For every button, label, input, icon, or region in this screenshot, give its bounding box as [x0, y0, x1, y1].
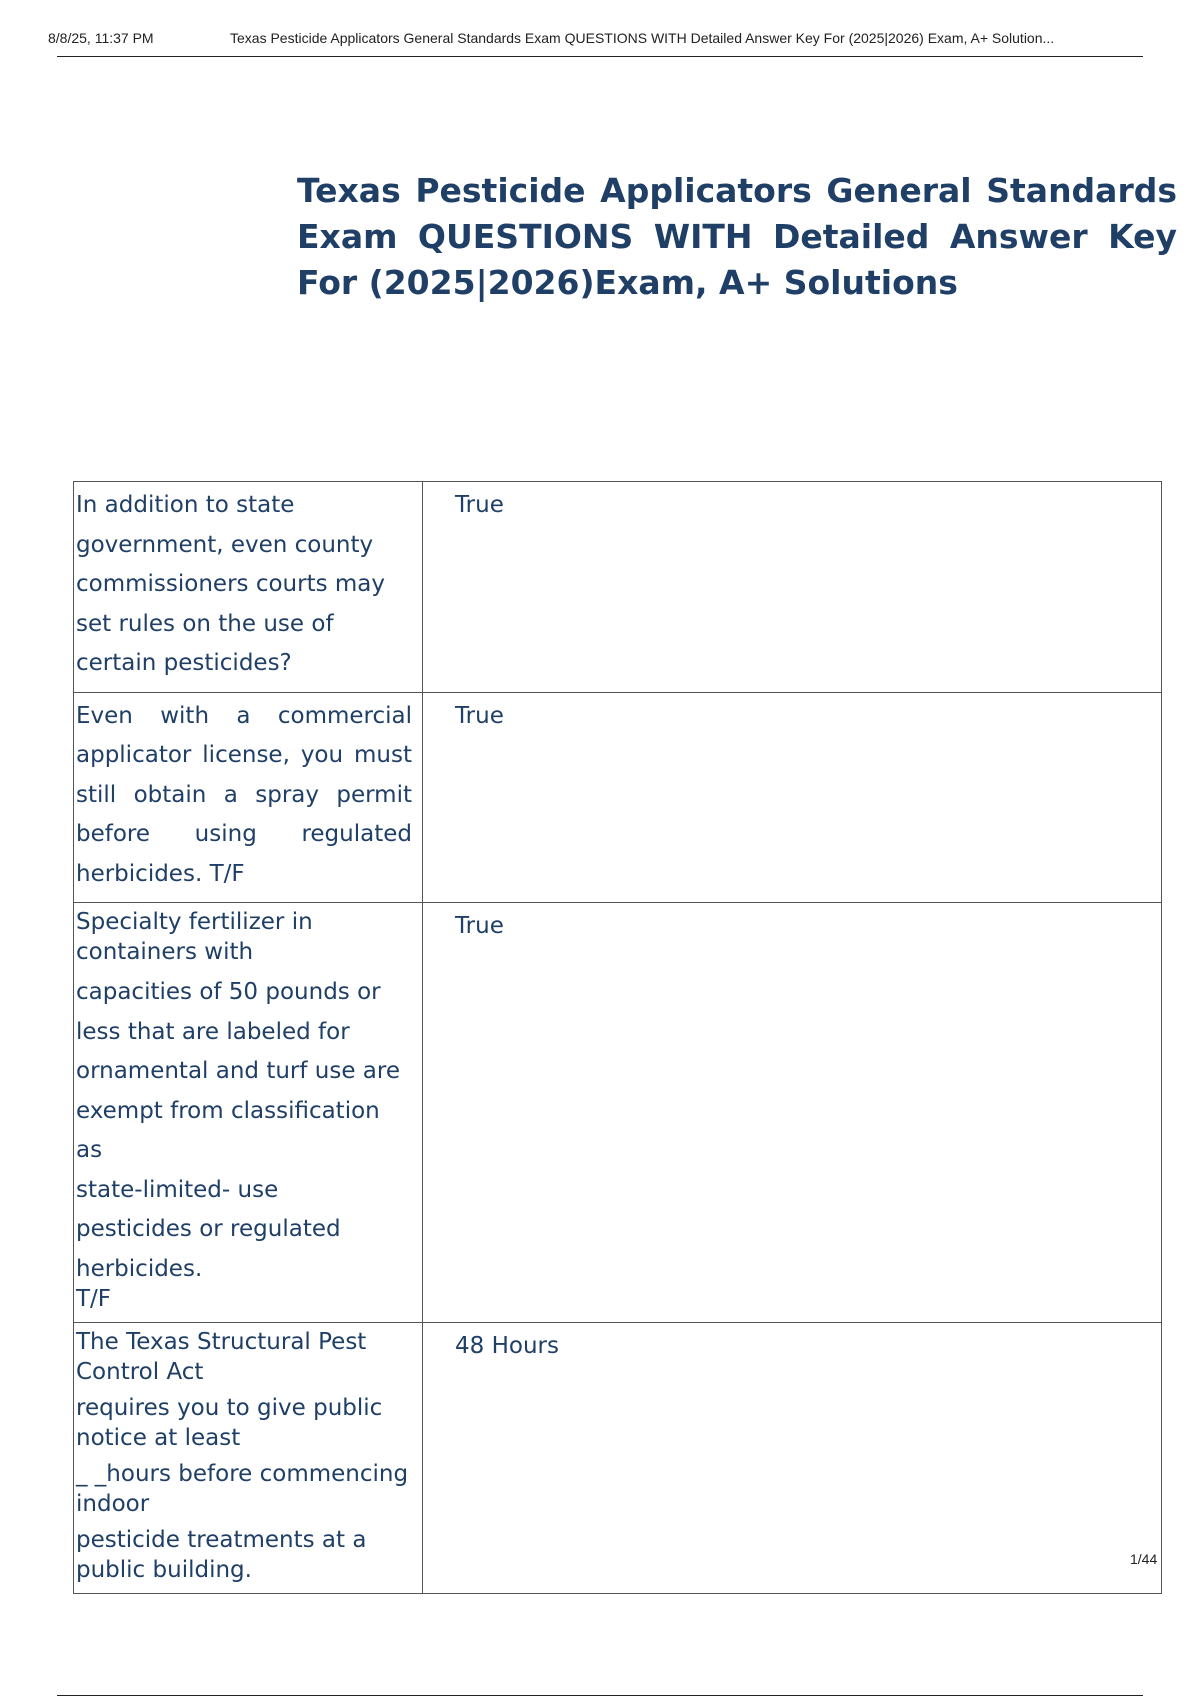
footer-rule — [57, 1695, 1143, 1696]
table-row — [74, 482, 1162, 693]
question-line: requires you to give public — [76, 1394, 383, 1421]
question-line: pesticides or regulated — [76, 1216, 341, 1242]
question-line: notice at least — [76, 1424, 241, 1451]
answer-cell: True — [423, 903, 1162, 1323]
question-line: ornamental and turf use are — [76, 1058, 400, 1084]
question-line: public building. — [76, 1556, 252, 1583]
document-title: Texas Pesticide Applicators General Standards Exam QUESTIONS WITH Detailed Answer Key For (2025|2026)Exam, A+ Solutions — [297, 171, 1177, 302]
question-line: capacities of 50 pounds or — [76, 979, 381, 1005]
question-line: less that are labeled for — [76, 1018, 350, 1045]
question-cell — [74, 1322, 423, 1593]
question-line: exempt from classification as — [76, 1097, 380, 1163]
question-line: _ _hours before commencing — [76, 1460, 409, 1487]
question-line: containers with — [76, 939, 254, 965]
table-row — [74, 1322, 1162, 1593]
question-line: Control Act — [76, 1358, 204, 1385]
question-line: herbicides. — [76, 1255, 203, 1282]
header-rule — [57, 56, 1143, 57]
print-datetime: 8/8/25, 11:37 PM — [48, 30, 154, 46]
page-number: 1/44 — [1130, 1551, 1158, 1567]
answer-cell: True — [423, 692, 1162, 903]
question-cell — [74, 903, 423, 1323]
question-line: T/F — [76, 1285, 112, 1312]
question-line: state-limited- use — [76, 1176, 279, 1203]
answer-cell: 48 Hours — [423, 1322, 1162, 1593]
table-row — [74, 692, 1162, 903]
question-cell: Even with a commercial applicator license, you must still obtain a spray permit before using regulated herbicides. T/F — [74, 692, 423, 903]
question-line: indoor — [76, 1490, 150, 1517]
print-header — [48, 28, 1142, 56]
print-document-title: Texas Pesticide Applicators General Standards Exam QUESTIONS WITH Detailed Answer Key For (2025|2026) Exam, A+ Solution... — [230, 30, 1055, 46]
question-line: pesticide treatments at a — [76, 1526, 367, 1553]
qa-table — [73, 481, 1162, 1594]
question-cell: In addition to state government, even county commissioners courts may set rules on the use of certain pesticides? — [74, 482, 423, 693]
question-line: The Texas Structural Pest — [76, 1328, 367, 1355]
answer-cell: True — [423, 482, 1162, 693]
table-row — [74, 903, 1162, 1323]
question-line: Specialty fertilizer in — [76, 909, 313, 935]
